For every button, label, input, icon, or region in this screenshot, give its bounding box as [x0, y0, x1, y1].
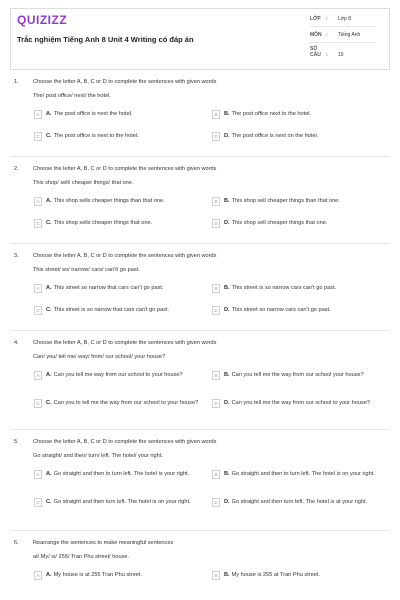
option-letter: B. [224, 111, 230, 117]
question-prompt: Go straight/ and then/ turn/ left. The hotel/ your right. [33, 453, 163, 459]
answer-option[interactable] [34, 571, 206, 580]
option-checkbox[interactable]: C [34, 219, 42, 228]
meta-key: SỐ CÂU [310, 46, 321, 58]
option-text: Go straight and then turn left. The hotel is at your right. [231, 499, 368, 505]
option-text: Can you tell me way from our school to your house? [53, 372, 183, 378]
question-number: 1. [14, 79, 19, 85]
option-letter: B. [224, 198, 230, 204]
option-checkbox[interactable]: B [212, 284, 220, 293]
meta-row [310, 16, 376, 22]
question-number: 4. [14, 340, 19, 346]
answer-option[interactable] [212, 197, 384, 206]
answer-option[interactable] [212, 132, 384, 141]
option-letter: C. [46, 133, 52, 139]
option-text: The post office is next to the hotel. [53, 133, 139, 139]
option-text: The post office is next the hotel. [53, 111, 133, 117]
meta-separator: : [326, 16, 328, 22]
option-checkbox[interactable]: A [34, 284, 42, 293]
option-checkbox[interactable]: C [34, 399, 42, 408]
option-checkbox[interactable]: C [34, 498, 42, 507]
question-number: 2. [14, 166, 19, 172]
option-checkbox[interactable]: B [212, 571, 220, 580]
question-instruction: Choose the letter A, B, C or D to complete the sentences with given words [33, 166, 217, 172]
answer-option[interactable] [212, 110, 384, 119]
option-letter: B. [224, 372, 230, 378]
option-letter: A. [46, 111, 52, 117]
option-letter: A. [46, 372, 52, 378]
option-checkbox[interactable]: D [212, 399, 220, 408]
option-letter: A. [46, 198, 52, 204]
option-letter: D. [224, 400, 230, 406]
option-letter: C. [46, 220, 52, 226]
option-text: This street so narrow cars can't go past. [231, 307, 331, 313]
option-checkbox[interactable]: B [212, 470, 220, 479]
option-text: This street so narrow that cars can't go past. [53, 285, 164, 291]
answer-option[interactable] [212, 306, 384, 315]
answer-option[interactable] [212, 219, 384, 228]
question-number: 3. [14, 253, 19, 259]
option-text: The post office is next on the hotel. [231, 133, 319, 139]
option-letter: D. [224, 499, 230, 505]
answer-option[interactable] [34, 371, 206, 380]
option-checkbox[interactable]: D [212, 219, 220, 228]
option-letter: C. [46, 307, 52, 313]
option-letter: A. [46, 572, 52, 578]
question-divider [10, 429, 390, 430]
option-text: Go straight and then to turn left. The hotel is on your right. [231, 471, 375, 477]
meta-separator: : [326, 52, 328, 58]
option-letter: B. [224, 285, 230, 291]
option-text: My house is 255 at Tran Phu street. [231, 572, 320, 578]
question-instruction: Choose the letter A, B, C or D to complete the sentences with given words [33, 340, 217, 346]
question-prompt: The/ post office/ next/ the hotel. [33, 93, 111, 99]
option-text: Can you tell me the way from our school your house? [231, 372, 364, 378]
question-instruction: Choose the letter A, B, C or D to complete the sentences with given words [33, 79, 217, 85]
question-prompt: This shop/ sell/ cheaper things/ that one. [33, 180, 134, 186]
option-letter: A. [46, 471, 52, 477]
question-divider [10, 330, 390, 331]
option-checkbox[interactable]: A [34, 571, 42, 580]
answer-option[interactable] [34, 306, 206, 315]
document-title: Trắc nghiệm Tiếng Anh 8 Unit 4 Writing có đáp án [17, 35, 194, 44]
question-divider [10, 156, 390, 157]
option-text: This shop sell cheaper things that one. [231, 220, 328, 226]
question-prompt: at/ My/ is/ 255/ Tran Phu street/ house. [33, 554, 130, 560]
meta-divider [310, 42, 376, 43]
answer-option[interactable] [212, 284, 384, 293]
option-checkbox[interactable]: A [34, 371, 42, 380]
option-checkbox[interactable]: A [34, 110, 42, 119]
option-checkbox[interactable]: A [34, 197, 42, 206]
answer-option[interactable] [34, 470, 206, 479]
quizizz-logo: QUIZIZZ [17, 13, 68, 27]
option-text: My house is at 255 Tran Phu street. [53, 572, 142, 578]
question-instruction: Rearrange the sentences to make meaningful sentences [33, 540, 174, 546]
question-instruction: Choose the letter A, B, C or D to complete the sentences with given words [33, 253, 217, 259]
option-checkbox[interactable]: B [212, 371, 220, 380]
question-instruction: Choose the letter A, B, C or D to complete the sentences with given words [33, 439, 217, 445]
answer-option[interactable] [212, 399, 384, 408]
answer-option[interactable] [212, 371, 384, 380]
option-checkbox[interactable]: D [212, 132, 220, 141]
option-checkbox[interactable]: B [212, 197, 220, 206]
option-text: This shop sells cheaper things that one. [53, 220, 153, 226]
option-letter: D. [224, 133, 230, 139]
option-letter: C. [46, 499, 52, 505]
meta-key: LỚP [310, 16, 321, 22]
question-number: 5. [14, 439, 19, 445]
meta-value: Lớp 8 [338, 16, 352, 22]
option-text: Can you tell me the way from our school to your house? [231, 400, 370, 406]
meta-row [310, 46, 376, 58]
question-prompt: This street/ so/ narrow/ cars/ can't/ go past. [33, 267, 140, 273]
option-letter: A. [46, 285, 52, 291]
option-text: Can you to tell me the way from our school to your house? [53, 400, 199, 406]
question-divider [10, 530, 390, 531]
answer-option[interactable] [34, 197, 206, 206]
answer-option[interactable] [34, 399, 206, 408]
answer-option[interactable] [212, 498, 384, 507]
answer-option[interactable] [34, 219, 206, 228]
meta-separator: : [326, 32, 328, 38]
meta-row [310, 32, 376, 38]
option-text: This street is so narrow cars can't go past. [231, 285, 337, 291]
answer-option[interactable] [34, 110, 206, 119]
meta-value: Tiếng Anh [338, 32, 361, 38]
option-letter: D. [224, 307, 230, 313]
answer-option[interactable] [212, 470, 384, 479]
option-text: This shop sells cheaper things than that one. [53, 198, 165, 204]
option-text: This shop sell cheaper things than that one. [231, 198, 340, 204]
option-letter: D. [224, 220, 230, 226]
meta-value: 15 [338, 52, 344, 58]
option-text: The post office next to the hotel. [231, 111, 312, 117]
question-prompt: Can/ you/ tell me/ way/ from/ our school/ your house? [33, 354, 166, 360]
option-text: Go straight and then to turn left. The hotel is your right. [53, 471, 190, 477]
option-checkbox[interactable]: D [212, 498, 220, 507]
option-text: Go straight and then turn left. The hotel is on your right. [53, 499, 191, 505]
question-number: 6. [14, 540, 19, 546]
option-letter: C. [46, 400, 52, 406]
answer-option[interactable] [34, 132, 206, 141]
answer-option[interactable] [34, 498, 206, 507]
option-letter: B. [224, 572, 230, 578]
option-checkbox[interactable]: A [34, 470, 42, 479]
meta-divider [310, 26, 376, 27]
option-checkbox[interactable]: D [212, 306, 220, 315]
option-checkbox[interactable]: C [34, 306, 42, 315]
answer-option[interactable] [34, 284, 206, 293]
option-text: This street is so narrow that cars can't go past. [53, 307, 170, 313]
option-checkbox[interactable]: C [34, 132, 42, 141]
meta-key: MÔN [310, 32, 322, 38]
option-letter: B. [224, 471, 230, 477]
question-divider [10, 243, 390, 244]
option-checkbox[interactable]: B [212, 110, 220, 119]
answer-option[interactable] [212, 571, 384, 580]
